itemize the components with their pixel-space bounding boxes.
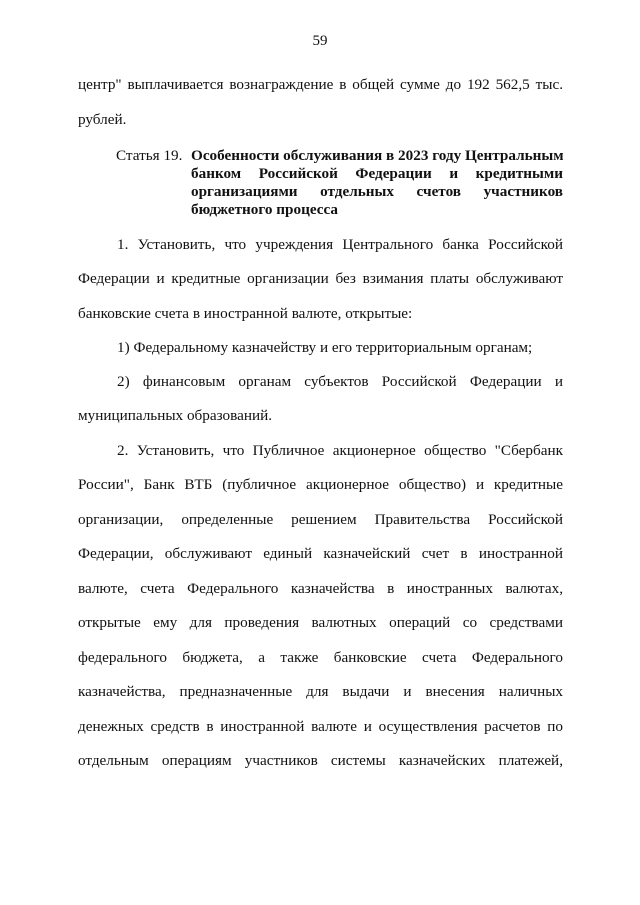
list-item-line: 2) финансовым органам субъектов Российской Федерации и <box>117 373 563 390</box>
paragraph-line: открытые ему для проведения валютных операций со средствами <box>78 614 563 631</box>
text-line: рублей. <box>78 111 127 128</box>
list-item-line: муниципальных образований. <box>78 407 272 424</box>
paragraph-line: Федерации, обслуживают единый казначейский счет в иностранной <box>78 545 563 562</box>
paragraph-line: Федерации и кредитные организации без взимания платы обслуживают <box>78 270 563 287</box>
paragraph-line: 2. Установить, что Публичное акционерное общество "Сбербанк <box>117 442 563 459</box>
paragraph-line: организации, определенные решением Правительства Российской <box>78 511 563 528</box>
paragraph-line: денежных средств в иностранной валюте и осуществления расчетов по <box>78 718 563 735</box>
paragraph-line: отдельным операциям участников системы казначейских платежей, <box>78 752 563 769</box>
article-title-line: Особенности обслуживания в 2023 году Центральным <box>191 147 564 164</box>
list-item-line: 1) Федеральному казначейству и его территориальным органам; <box>117 339 533 356</box>
paragraph-line: валюте, счета Федерального казначейства в иностранных валютах, <box>78 580 563 597</box>
article-title-line: банком Российской Федерации и кредитными <box>191 165 563 182</box>
article-label: Статья 19. <box>116 147 183 164</box>
paragraph-line: банковские счета в иностранной валюте, открытые: <box>78 305 413 322</box>
text-line: центр" выплачивается вознаграждение в общей сумме до 192 562,5 тыс. <box>78 76 563 93</box>
paragraph-line: 1. Установить, что учреждения Центрального банка Российской <box>117 236 563 253</box>
paragraph-line: казначейства, предназначенные для выдачи и внесения наличных <box>78 683 563 700</box>
article-title-line: организациями отдельных счетов участников <box>191 183 563 200</box>
paragraph-line: России", Банк ВТБ (публичное акционерное общество) и кредитные <box>78 476 563 493</box>
article-title-line: бюджетного процесса <box>191 201 339 218</box>
page-number: 59 <box>312 33 328 49</box>
paragraph-line: федерального бюджета, а также банковские счета Федерального <box>78 649 563 666</box>
